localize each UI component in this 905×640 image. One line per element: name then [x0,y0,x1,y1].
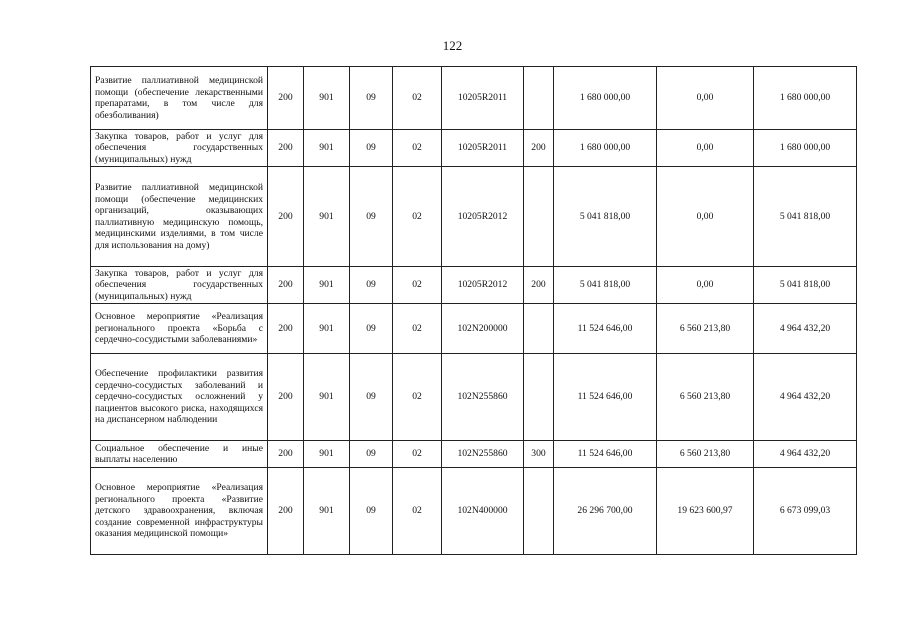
target-article-cell: 102N200000 [442,304,524,354]
expense-kind-cell: 200 [524,267,554,304]
amount-total-cell: 11 524 646,00 [554,441,657,468]
amount-regional-cell: 4 964 432,20 [754,441,857,468]
subsection-cell: 02 [393,441,442,468]
target-article-cell: 10205R2012 [442,167,524,267]
amount-total-cell: 1 680 000,00 [554,130,657,167]
ministry-code-cell: 901 [304,354,350,441]
code-cell: 200 [268,441,304,468]
row-description: Развитие паллиативной медицинской помощи (обеспечение медицинских организаций, оказывающих паллиативную медицинскую помощь, медицинскими изделиями, в том числе для использования на дому) [91,167,268,267]
amount-federal-cell: 6 560 213,80 [657,354,754,441]
table-row [91,167,857,267]
amount-federal-cell: 0,00 [657,167,754,267]
section-cell: 09 [350,67,393,130]
table-row [91,130,857,167]
amount-federal-cell: 0,00 [657,267,754,304]
row-description: Основное мероприятие «Реализация регионального проекта «Борьба с сердечно-сосудистыми заболеваниями» [91,304,268,354]
code-cell: 200 [268,67,304,130]
expense-kind-cell [524,167,554,267]
subsection-cell: 02 [393,468,442,555]
section-cell: 09 [350,167,393,267]
row-description: Закупка товаров, работ и услуг для обеспечения государственных (муниципальных) нужд [91,130,268,167]
subsection-cell: 02 [393,267,442,304]
target-article-cell: 102N255860 [442,354,524,441]
row-description: Закупка товаров, работ и услуг для обеспечения государственных (муниципальных) нужд [91,267,268,304]
subsection-cell: 02 [393,67,442,130]
table-row [91,304,857,354]
row-description: Развитие паллиативной медицинской помощи (обеспечение лекарственными препаратами, в том числе для обезболивания) [91,67,268,130]
code-cell: 200 [268,267,304,304]
amount-regional-cell: 4 964 432,20 [754,304,857,354]
amount-total-cell: 1 680 000,00 [554,67,657,130]
subsection-cell: 02 [393,167,442,267]
table-row [91,67,857,130]
subsection-cell: 02 [393,354,442,441]
ministry-code-cell: 901 [304,130,350,167]
target-article-cell: 10205R2011 [442,130,524,167]
code-cell: 200 [268,304,304,354]
code-cell: 200 [268,468,304,555]
table-row [91,468,857,555]
expense-kind-cell [524,354,554,441]
table-row [91,441,857,468]
target-article-cell: 102N400000 [442,468,524,555]
amount-total-cell: 11 524 646,00 [554,304,657,354]
ministry-code-cell: 901 [304,267,350,304]
ministry-code-cell: 901 [304,468,350,555]
amount-federal-cell: 6 560 213,80 [657,441,754,468]
amount-total-cell: 26 296 700,00 [554,468,657,555]
section-cell: 09 [350,267,393,304]
amount-total-cell: 5 041 818,00 [554,167,657,267]
section-cell: 09 [350,304,393,354]
code-cell: 200 [268,130,304,167]
subsection-cell: 02 [393,304,442,354]
page-number: 122 [442,38,463,53]
amount-regional-cell: 4 964 432,20 [754,354,857,441]
budget-table [90,66,857,555]
expense-kind-cell [524,468,554,555]
table-row [91,267,857,304]
amount-regional-cell: 5 041 818,00 [754,267,857,304]
code-cell: 200 [268,354,304,441]
expense-kind-cell [524,304,554,354]
ministry-code-cell: 901 [304,304,350,354]
ministry-code-cell: 901 [304,167,350,267]
amount-federal-cell: 0,00 [657,67,754,130]
amount-federal-cell: 6 560 213,80 [657,304,754,354]
target-article-cell: 10205R2011 [442,67,524,130]
code-cell: 200 [268,167,304,267]
row-description: Основное мероприятие «Реализация регионального проекта «Развитие детского здравоохранения, включая создание современной инфраструктуры оказания медицинской помощи» [91,468,268,555]
amount-regional-cell: 5 041 818,00 [754,167,857,267]
section-cell: 09 [350,354,393,441]
ministry-code-cell: 901 [304,67,350,130]
amount-total-cell: 11 524 646,00 [554,354,657,441]
ministry-code-cell: 901 [304,441,350,468]
section-cell: 09 [350,130,393,167]
table-row [91,354,857,441]
amount-regional-cell: 6 673 099,03 [754,468,857,555]
amount-federal-cell: 19 623 600,97 [657,468,754,555]
row-description: Социальное обеспечение и иные выплаты населению [91,441,268,468]
section-cell: 09 [350,468,393,555]
section-cell: 09 [350,441,393,468]
target-article-cell: 102N255860 [442,441,524,468]
amount-regional-cell: 1 680 000,00 [754,130,857,167]
expense-kind-cell: 300 [524,441,554,468]
expense-kind-cell: 200 [524,130,554,167]
subsection-cell: 02 [393,130,442,167]
amount-regional-cell: 1 680 000,00 [754,67,857,130]
expense-kind-cell [524,67,554,130]
amount-total-cell: 5 041 818,00 [554,267,657,304]
row-description: Обеспечение профилактики развития сердечно-сосудистых заболеваний и сердечно-сосудистых осложнений у пациентов высокого риска, находящихся на диспансерном наблюдении [91,354,268,441]
amount-federal-cell: 0,00 [657,130,754,167]
target-article-cell: 10205R2012 [442,267,524,304]
